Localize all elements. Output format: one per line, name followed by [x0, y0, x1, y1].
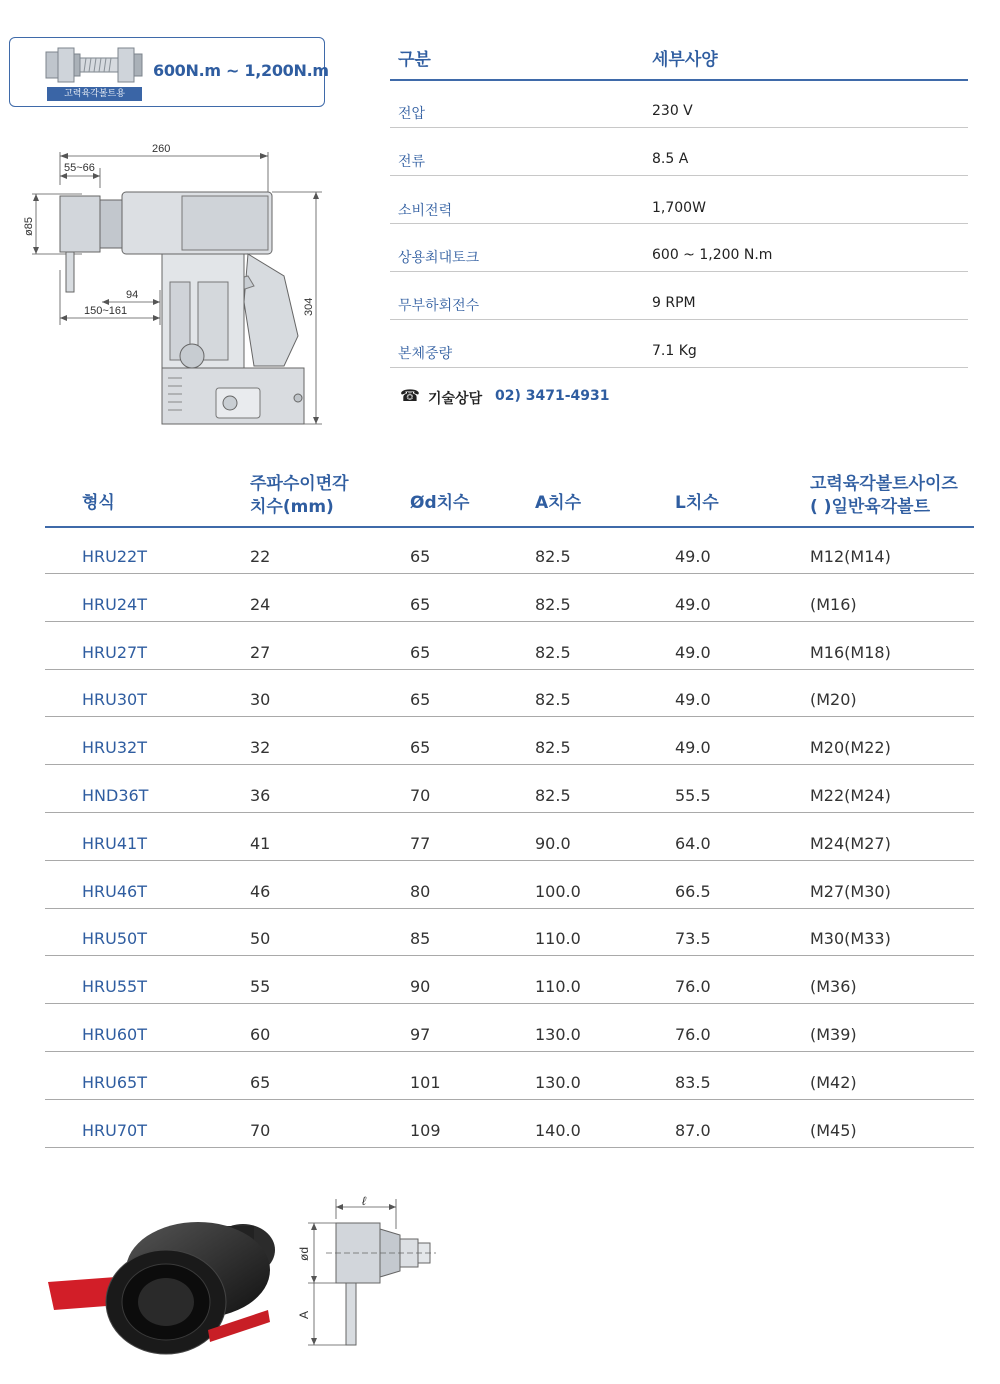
consult-phone[interactable]: 02) 3471-4931: [495, 388, 610, 404]
dim-150-161: 150~161: [84, 305, 128, 317]
cell-size: 41: [250, 834, 271, 853]
cell-l: 76.0: [675, 977, 711, 996]
cell-size: 65: [250, 1073, 271, 1092]
cell-l: 76.0: [675, 1025, 711, 1044]
cell-bolt: M22(M24): [810, 786, 891, 805]
spec-header-detail: 세부사양: [652, 50, 718, 70]
table-row-divider: [45, 716, 974, 717]
dim-55-66: 55~66: [64, 162, 95, 174]
cell-l: 87.0: [675, 1121, 711, 1140]
th-model: 형식: [82, 493, 115, 513]
spec-value: 7.1 Kg: [652, 343, 697, 359]
spec-row-divider: [390, 367, 968, 368]
cell-size: 55: [250, 977, 271, 996]
cell-size: 70: [250, 1121, 271, 1140]
spec-value: 8.5 A: [652, 151, 689, 167]
table-row-divider: [45, 1051, 974, 1052]
spec-label: 무부하회전수: [398, 298, 480, 314]
cell-model: HRU60T: [82, 1025, 147, 1044]
spec-label: 전류: [398, 154, 426, 170]
spec-label: 소비전력: [398, 203, 453, 219]
cell-a: 82.5: [535, 643, 571, 662]
th-size-line2: 치수(mm): [250, 497, 334, 517]
spec-value: 9 RPM: [652, 295, 696, 311]
table-row-divider: [45, 955, 974, 956]
spec-header-category: 구분: [398, 50, 431, 70]
cell-l: 49.0: [675, 690, 711, 709]
cell-a: 140.0: [535, 1121, 581, 1140]
cell-l: 73.5: [675, 929, 711, 948]
cell-l: 66.5: [675, 882, 711, 901]
cell-bolt: M24(M27): [810, 834, 891, 853]
cell-model: HRU24T: [82, 595, 147, 614]
spec-header-divider: [390, 79, 968, 81]
spec-value: 1,700W: [652, 200, 706, 216]
table-row-divider: [45, 573, 974, 574]
dim-94: 94: [126, 289, 139, 301]
cell-size: 60: [250, 1025, 271, 1044]
cell-d: 65: [410, 643, 431, 662]
dim-d-label: ød: [297, 1246, 311, 1261]
spec-row-divider: [390, 127, 968, 128]
dim-a-label: A: [297, 1310, 311, 1319]
cell-bolt: M30(M33): [810, 929, 891, 948]
th-l: L치수: [675, 493, 719, 513]
dim-l-label: ℓ: [362, 1195, 366, 1208]
table-row-divider: [45, 860, 974, 861]
cell-d: 65: [410, 690, 431, 709]
cell-model: HRU55T: [82, 977, 147, 996]
table-header-divider: [45, 526, 974, 528]
cell-bolt: (M45): [810, 1121, 857, 1140]
spec-label: 상용최대토크: [398, 250, 480, 266]
cell-bolt: M27(M30): [810, 882, 891, 901]
cell-d: 97: [410, 1025, 431, 1044]
cell-bolt: M16(M18): [810, 643, 891, 662]
dim-260: 260: [152, 143, 171, 155]
cell-size: 30: [250, 690, 271, 709]
cell-d: 80: [410, 882, 431, 901]
cell-d: 85: [410, 929, 431, 948]
cell-l: 49.0: [675, 547, 711, 566]
cell-l: 64.0: [675, 834, 711, 853]
table-row-divider: [45, 812, 974, 813]
cell-a: 130.0: [535, 1073, 581, 1092]
cell-size: 24: [250, 595, 271, 614]
spec-row-divider: [390, 175, 968, 176]
table-row-divider: [45, 1099, 974, 1100]
cell-d: 65: [410, 547, 431, 566]
cell-l: 49.0: [675, 738, 711, 757]
th-bolt-line2: ( )일반육각볼트: [810, 497, 930, 517]
cell-d: 90: [410, 977, 431, 996]
spec-row-divider: [390, 223, 968, 224]
spec-value: 600 ~ 1,200 N.m: [652, 247, 773, 263]
cell-bolt: M12(M14): [810, 547, 891, 566]
cell-model: HRU70T: [82, 1121, 147, 1140]
cell-bolt: (M16): [810, 595, 857, 614]
table-row-divider: [45, 908, 974, 909]
torque-range: 600N.m ~ 1,200N.m: [153, 61, 329, 80]
cell-l: 55.5: [675, 786, 711, 805]
table-row-divider: [45, 669, 974, 670]
consult-label: 기술상담: [428, 391, 483, 407]
cell-size: 27: [250, 643, 271, 662]
spec-row-divider: [390, 319, 968, 320]
cell-model: HRU32T: [82, 738, 147, 757]
dim-85: ø85: [23, 217, 35, 236]
cell-a: 82.5: [535, 595, 571, 614]
cell-a: 110.0: [535, 929, 581, 948]
cell-a: 82.5: [535, 738, 571, 757]
cell-bolt: (M36): [810, 977, 857, 996]
cell-bolt: (M20): [810, 690, 857, 709]
socket-photo: [48, 1198, 288, 1378]
cell-a: 130.0: [535, 1025, 581, 1044]
cell-l: 49.0: [675, 643, 711, 662]
table-row-divider: [45, 621, 974, 622]
spec-label: 본체중량: [398, 346, 453, 362]
cell-a: 110.0: [535, 977, 581, 996]
cell-size: 22: [250, 547, 271, 566]
cell-bolt: (M42): [810, 1073, 857, 1092]
spec-row-divider: [390, 271, 968, 272]
cell-a: 82.5: [535, 547, 571, 566]
th-d: Ød치수: [410, 493, 470, 513]
dim-304: 304: [303, 297, 315, 316]
cell-l: 49.0: [675, 595, 711, 614]
socket-diagram: [296, 1195, 446, 1355]
cell-d: 65: [410, 595, 431, 614]
cell-d: 65: [410, 738, 431, 757]
spec-value: 230 V: [652, 103, 693, 119]
wrench-diagram: [22, 140, 342, 440]
cell-size: 36: [250, 786, 271, 805]
cell-model: HRU22T: [82, 547, 147, 566]
cell-model: HRU46T: [82, 882, 147, 901]
cell-size: 46: [250, 882, 271, 901]
cell-model: HND36T: [82, 786, 149, 805]
th-bolt-line1: 고력육각볼트사이즈: [810, 474, 958, 494]
cell-model: HRU30T: [82, 690, 147, 709]
badge-label: 고력육각볼트용: [47, 87, 142, 101]
cell-a: 82.5: [535, 690, 571, 709]
th-size-line1: 주파수이면각: [250, 474, 349, 494]
table-row-divider: [45, 1147, 974, 1148]
cell-d: 70: [410, 786, 431, 805]
cell-a: 82.5: [535, 786, 571, 805]
cell-bolt: (M39): [810, 1025, 857, 1044]
cell-a: 90.0: [535, 834, 571, 853]
cell-d: 101: [410, 1073, 441, 1092]
cell-model: HRU65T: [82, 1073, 147, 1092]
cell-d: 109: [410, 1121, 441, 1140]
cell-size: 32: [250, 738, 271, 757]
table-row-divider: [45, 764, 974, 765]
spec-label: 전압: [398, 106, 426, 122]
th-a: A치수: [535, 493, 582, 513]
cell-a: 100.0: [535, 882, 581, 901]
cell-model: HRU27T: [82, 643, 147, 662]
cell-l: 83.5: [675, 1073, 711, 1092]
cell-d: 77: [410, 834, 431, 853]
phone-icon: ☎: [400, 386, 420, 405]
cell-bolt: M20(M22): [810, 738, 891, 757]
cell-size: 50: [250, 929, 271, 948]
table-row-divider: [45, 1003, 974, 1004]
bolt-icon: [40, 44, 150, 86]
cell-model: HRU50T: [82, 929, 147, 948]
cell-model: HRU41T: [82, 834, 147, 853]
